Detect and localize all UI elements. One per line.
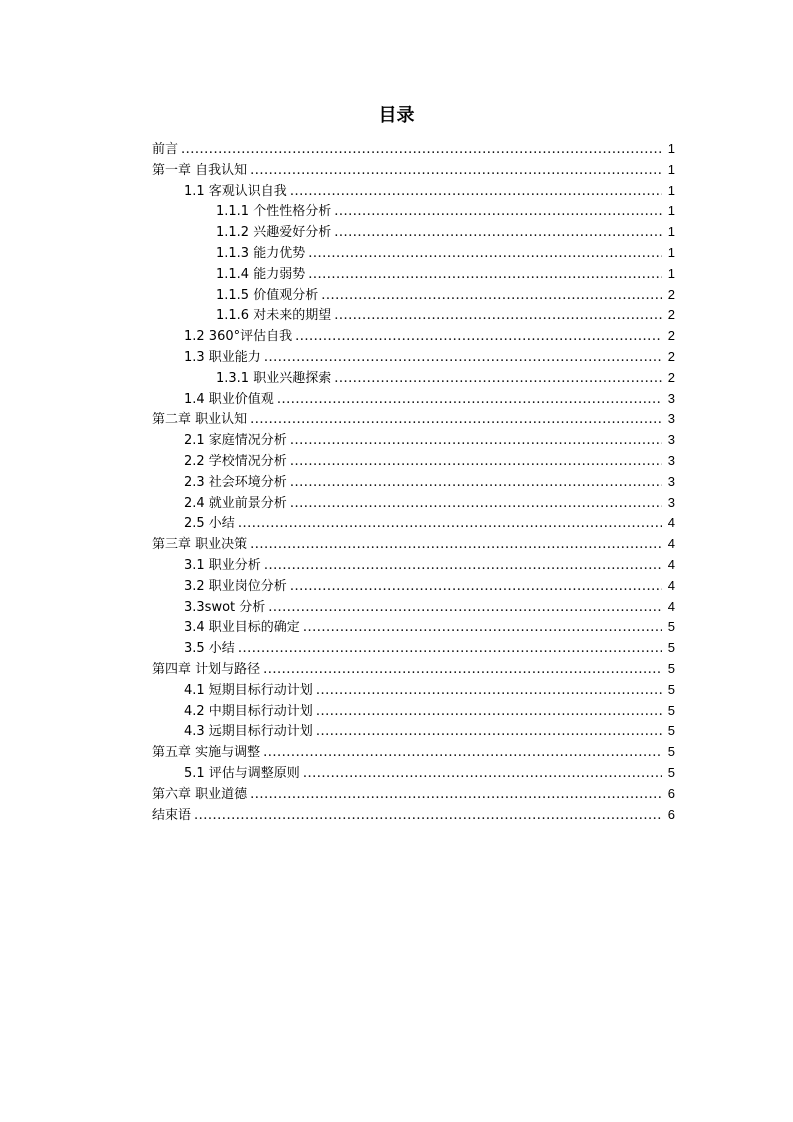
- dot-leader: [316, 681, 662, 702]
- toc-entry-label: 1.4 职业价值观: [184, 391, 274, 407]
- toc-entry[interactable]: [152, 243, 675, 264]
- toc-entry-label: 3.5 小结: [184, 641, 235, 657]
- toc-entry[interactable]: [152, 160, 675, 181]
- toc-entry[interactable]: [152, 513, 675, 534]
- toc-entry-label: 1.1 客观认识自我: [184, 183, 287, 199]
- toc-entry-label: 3.4 职业目标的确定: [184, 620, 300, 636]
- toc-entry-label: 第五章 实施与调整: [152, 745, 261, 761]
- toc-entry-label: 1.3.1 职业兴趣探索: [216, 370, 332, 386]
- toc-entry-page-number: 1: [667, 141, 675, 156]
- toc-entry-label: 第三章 职业决策: [152, 537, 248, 553]
- toc-entry-page-number: 5: [667, 681, 675, 697]
- dot-leader: [290, 431, 662, 452]
- toc-entry-label: 5.1 评估与调整原则: [184, 765, 300, 781]
- toc-entry-label: 1.3 职业能力: [184, 349, 261, 365]
- toc-entry-label: 2.3 社会环境分析: [184, 474, 287, 490]
- toc-entry-page-number: 3: [667, 390, 675, 406]
- dot-leader: [264, 556, 662, 577]
- toc-entry[interactable]: [152, 347, 675, 368]
- toc-entry[interactable]: [152, 493, 675, 514]
- dot-leader: [194, 806, 662, 827]
- toc-entry-page-number: 6: [667, 806, 675, 822]
- toc-entry-page-number: 2: [667, 307, 675, 323]
- dot-leader: [250, 410, 662, 431]
- toc-entry[interactable]: [152, 680, 675, 701]
- toc-entry[interactable]: [152, 763, 675, 784]
- toc-entry-page-number: 4: [667, 515, 675, 531]
- toc-entry[interactable]: [152, 285, 675, 306]
- toc-entry-page-number: 1: [667, 265, 675, 281]
- toc-entry-page-number: 5: [667, 702, 675, 718]
- toc-entry-page-number: 4: [667, 556, 675, 572]
- toc-entry-page-number: 1: [667, 224, 675, 240]
- toc-entry[interactable]: [152, 638, 675, 659]
- toc-entry-page-number: 1: [667, 203, 675, 219]
- toc-entry-label: 第四章 计划与路径: [152, 661, 261, 677]
- toc-entry-page-number: 4: [667, 598, 675, 614]
- toc-entry[interactable]: [152, 201, 675, 222]
- dot-leader: [316, 702, 662, 723]
- dot-leader: [264, 348, 662, 369]
- toc-entry-label: 1.1.5 价值观分析: [216, 287, 319, 303]
- dot-leader: [334, 306, 662, 327]
- toc-entry-label: 2.2 学校情况分析: [184, 453, 287, 469]
- toc-entry-page-number: 3: [667, 432, 675, 448]
- toc-entry[interactable]: [152, 721, 675, 742]
- dot-leader: [268, 598, 662, 619]
- dot-leader: [290, 494, 662, 515]
- toc-entry-page-number: 5: [667, 764, 675, 780]
- dot-leader: [290, 473, 662, 494]
- toc-entry-label: 第二章 职业认知: [152, 412, 248, 428]
- toc-entry-page-number: 5: [667, 640, 675, 656]
- toc-entry-page-number: 1: [667, 182, 675, 198]
- toc-entry-label: 第六章 职业道德: [152, 786, 248, 802]
- dot-leader: [334, 202, 662, 223]
- toc-entry-page-number: 2: [667, 348, 675, 364]
- dot-leader: [250, 161, 662, 182]
- toc-entry-page-number: 1: [667, 244, 675, 260]
- dot-leader: [290, 577, 662, 598]
- toc-entry-label: 3.3swot 分析: [184, 599, 266, 615]
- dot-leader: [316, 722, 662, 743]
- toc-entry-page-number: 5: [667, 660, 675, 676]
- toc-entry-label: 4.3 远期目标行动计划: [184, 724, 313, 740]
- table-of-contents: [152, 139, 675, 825]
- toc-entry[interactable]: [152, 701, 675, 722]
- toc-entry-page-number: 6: [667, 785, 675, 801]
- toc-entry[interactable]: [152, 389, 675, 410]
- dot-leader: [238, 514, 662, 535]
- dot-leader: [334, 369, 662, 390]
- toc-entry-label: 1.1.4 能力弱势: [216, 266, 306, 282]
- toc-entry-page-number: 4: [667, 577, 675, 593]
- toc-entry[interactable]: [152, 451, 675, 472]
- toc-entry-page-number: 2: [667, 369, 675, 385]
- toc-entry[interactable]: [152, 576, 675, 597]
- dot-leader: [277, 390, 662, 411]
- toc-entry[interactable]: [152, 472, 675, 493]
- toc-entry-page-number: 5: [667, 619, 675, 635]
- dot-leader: [308, 244, 662, 265]
- dot-leader: [263, 660, 662, 681]
- toc-entry[interactable]: [152, 430, 675, 451]
- toc-entry[interactable]: [152, 534, 675, 555]
- toc-entry-label: 3.2 职业岗位分析: [184, 578, 287, 594]
- toc-entry[interactable]: [152, 805, 675, 826]
- toc-entry-label: 1.1.1 个性性格分析: [216, 204, 332, 220]
- toc-entry-label: 1.2 360°评估自我: [184, 329, 293, 345]
- toc-entry[interactable]: [152, 305, 675, 326]
- toc-entry-page-number: 3: [667, 494, 675, 510]
- toc-entry-label: 3.1 职业分析: [184, 557, 261, 573]
- toc-entry-label: 1.1.6 对未来的期望: [216, 308, 332, 324]
- toc-entry-label: 2.5 小结: [184, 516, 235, 532]
- dot-leader: [290, 452, 662, 473]
- toc-entry-label: 2.4 就业前景分析: [184, 495, 287, 511]
- toc-entry-label: 前言: [152, 142, 179, 157]
- toc-entry-label: 结束语: [152, 807, 192, 823]
- toc-entry-page-number: 5: [667, 723, 675, 739]
- toc-entry[interactable]: [152, 409, 675, 430]
- toc-entry[interactable]: [152, 555, 675, 576]
- dot-leader: [334, 223, 662, 244]
- toc-entry-page-number: 1: [667, 161, 675, 177]
- dot-leader: [321, 286, 662, 307]
- toc-entry-page-number: 2: [667, 286, 675, 302]
- toc-entry-label: 1.1.3 能力优势: [216, 245, 306, 261]
- dot-leader: [181, 140, 662, 161]
- toc-entry-page-number: 3: [667, 452, 675, 468]
- toc-entry-page-number: 5: [667, 744, 675, 760]
- dot-leader: [303, 764, 662, 785]
- toc-entry[interactable]: [152, 659, 675, 680]
- toc-entry[interactable]: [152, 617, 675, 638]
- dot-leader: [263, 743, 662, 764]
- toc-entry-page-number: 3: [667, 411, 675, 427]
- dot-leader: [308, 265, 662, 286]
- dot-leader: [238, 639, 662, 660]
- dot-leader: [250, 535, 662, 556]
- toc-entry-label: 4.1 短期目标行动计划: [184, 682, 313, 698]
- toc-entry-label: 4.2 中期目标行动计划: [184, 703, 313, 719]
- toc-entry-page-number: 2: [667, 328, 675, 344]
- toc-entry-label: 2.1 家庭情况分析: [184, 433, 287, 449]
- dot-leader: [290, 182, 662, 203]
- toc-entry-page-number: 4: [667, 536, 675, 552]
- toc-entry[interactable]: [152, 742, 675, 763]
- toc-entry[interactable]: [152, 264, 675, 285]
- toc-entry[interactable]: [152, 139, 675, 160]
- dot-leader: [250, 785, 662, 806]
- toc-entry[interactable]: [152, 222, 675, 243]
- toc-entry[interactable]: [152, 784, 675, 805]
- page-title: 目录: [378, 105, 415, 126]
- toc-entry-label: 1.1.2 兴趣爱好分析: [216, 225, 332, 241]
- dot-leader: [295, 327, 662, 348]
- dot-leader: [303, 618, 662, 639]
- toc-entry[interactable]: [152, 181, 675, 202]
- toc-entry[interactable]: [152, 326, 675, 347]
- toc-entry-page-number: 3: [667, 473, 675, 489]
- toc-entry-label: 第一章 自我认知: [152, 162, 248, 178]
- toc-entry[interactable]: [152, 597, 675, 618]
- toc-entry[interactable]: [152, 368, 675, 389]
